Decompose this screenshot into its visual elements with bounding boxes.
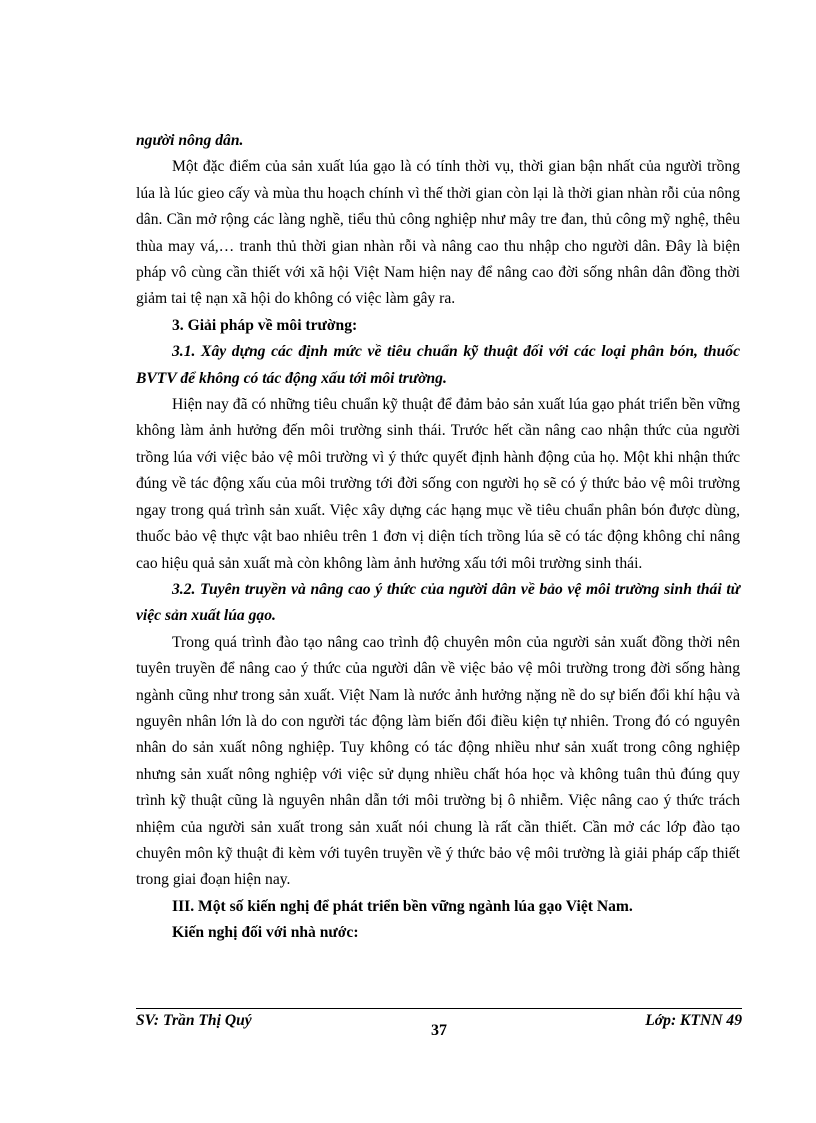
paragraph-seasonality: Một đặc điểm của sản xuất lúa gạo là có tính thời vụ, thời gian bận nhất của người trồng lúa là lúc gieo cấy và mùa thu hoạch chính vì thế thời gian còn lại là thời gian nhàn rỗi của nông dân. Cần mở rộng các làng nghề, tiểu thủ công nghiệp như mây tre đan, thủ công mỹ nghệ, thêu thùa may vá,… tranh thủ thời gian nhàn rỗi và nâng cao thu nhập cho người dân. Đây là biện pháp vô cùng cần thiết với xã hội Việt Nam hiện nay để nâng cao đời sống nhân dân đồng thời giảm tai tệ nạn xã hội do không có việc làm gây ra. bbox=[136, 158, 740, 308]
page-body bbox=[136, 128, 740, 947]
footer-divider bbox=[136, 1008, 742, 1009]
subsection-heading-3-2: 3.2. Tuyên truyền và nâng cao ý thức của người dân về bảo vệ môi trường sinh thái từ việc sản xuất lúa gạo. bbox=[136, 580, 740, 625]
paragraph-continuation: người nông dân. bbox=[136, 132, 244, 149]
section-heading-recommendations: III. Một số kiến nghị để phát triển bền vững ngành lúa gạo Việt Nam. bbox=[172, 897, 633, 915]
subheading-state-recommendations: Kiến nghị đối với nhà nước: bbox=[172, 924, 359, 942]
footer-class: Lớp: KTNN 49 bbox=[645, 1012, 742, 1029]
paragraph-awareness: Trong quá trình đào tạo nâng cao trình độ chuyên môn của người sản xuất đồng thời nên tuyên truyền để nâng cao ý thức của người dân về việc bảo vệ môi trường trong đời sống hàng ngành cũng như trong sản xuất. Việt Nam là nước ảnh hưởng nặng nề do sự biến đổi khí hậu và nguyên nhân lớn là do con người tác động làm biến đổi điều kiện tự nhiên. Trong đó có nguyên nhân do sản xuất nông nghiệp. Tuy không có tác động nhiều như sản xuất trong công nghiệp nhưng sản xuất nông nghiệp với việc sử dụng nhiều chất hóa học và không tuân thủ đúng quy trình kỹ thuật cũng là nguyên nhân dẫn tới môi trường bị ô nhiễm. Việc nâng cao ý thức trách nhiệm của người sản xuất trong sản xuất nói chung là rất cần thiết. Cần mở các lớp đào tạo chuyên môn kỹ thuật đi kèm với tuyên truyền về ý thức bảo vệ môi trường là giải pháp cấp thiết trong giai đoạn hiện nay. bbox=[136, 633, 740, 889]
page-number: 37 bbox=[431, 1022, 447, 1039]
subsection-heading-3-1: 3.1. Xây dựng các định mức về tiêu chuẩn kỹ thuật đối với các loại phân bón, thuốc BVTV để không có tác động xấu tới môi trường. bbox=[136, 343, 740, 387]
paragraph-technical-standards: Hiện nay đã có những tiêu chuẩn kỹ thuật để đảm bảo sản xuất lúa gạo phát triển bền vững không làm ảnh hưởng đến môi trường sinh thái. Trước hết cần nâng cao nhận thức của người trồng lúa với việc bảo vệ môi trường vì ý thức quyết định hành động của họ. Một khi nhận thức đúng về tác động xấu của môi trường tới đời sống con người họ sẽ có ý thức bảo vệ môi trường ngay trong quá trình sản xuất. Việc xây dựng các hạng mục về tiêu chuẩn phân bón được dùng, thuốc bảo vệ thực vật bao nhiêu trên 1 đơn vị diện tích trồng lúa sẽ có tác động không chỉ nâng cao hiệu quả sản xuất mà còn không làm ảnh hưởng xấu tới môi trường sinh thái. bbox=[136, 396, 740, 572]
page-footer bbox=[136, 1012, 742, 1052]
footer-student-name: SV: Trần Thị Quý bbox=[136, 1012, 252, 1029]
section-heading-environment: 3. Giải pháp về môi trường: bbox=[172, 316, 358, 334]
